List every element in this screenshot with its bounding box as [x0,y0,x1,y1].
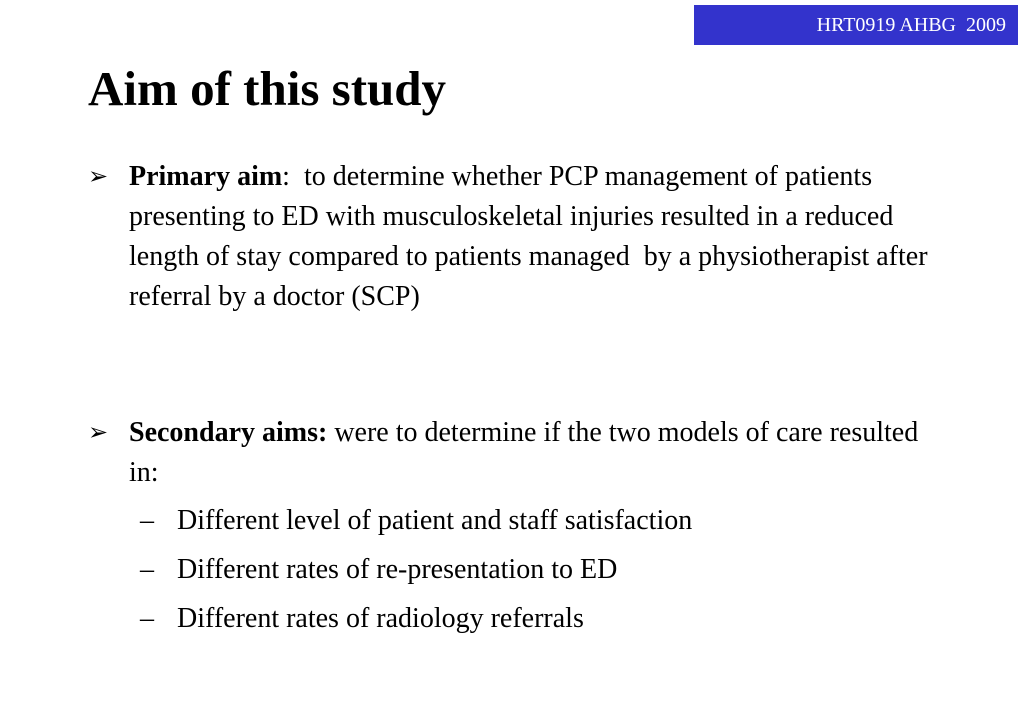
sub-item-text: Different rates of re-presentation to ED [177,554,618,585]
sub-item-text: Different level of patient and staff satisfaction [177,505,693,536]
sub-item [140,501,940,541]
sub-item-text: Different rates of radiology referrals [177,603,584,634]
bullet-text [129,413,938,493]
bullet-body: : to determine whether PCP management of patients presenting to ED with musculoskeletal injuries resulted in a reduced length of stay compared to patients managed by a physiotherapist after referral by a doctor (SCP) [129,161,935,312]
header-badge: HRT0919 AHBG 2009 [694,5,1018,45]
bullet-text [129,157,938,317]
arrow-bullet-icon: ➢ [88,420,109,446]
bullet-secondary-aims [88,413,938,493]
sub-item [140,599,940,639]
bullet-label: Secondary aims: [129,417,328,448]
bullet-label: Primary aim [129,161,283,192]
dash-bullet-icon: – [140,603,154,634]
dash-bullet-icon: – [140,554,154,585]
arrow-bullet-icon: ➢ [88,164,109,190]
dash-bullet-icon: – [140,505,154,536]
bullet-primary-aim [88,157,938,317]
sub-item [140,550,940,590]
bullet-body: were to determine if the two models of care resulted in: [129,417,926,488]
page-title: Aim of this study [88,61,447,116]
